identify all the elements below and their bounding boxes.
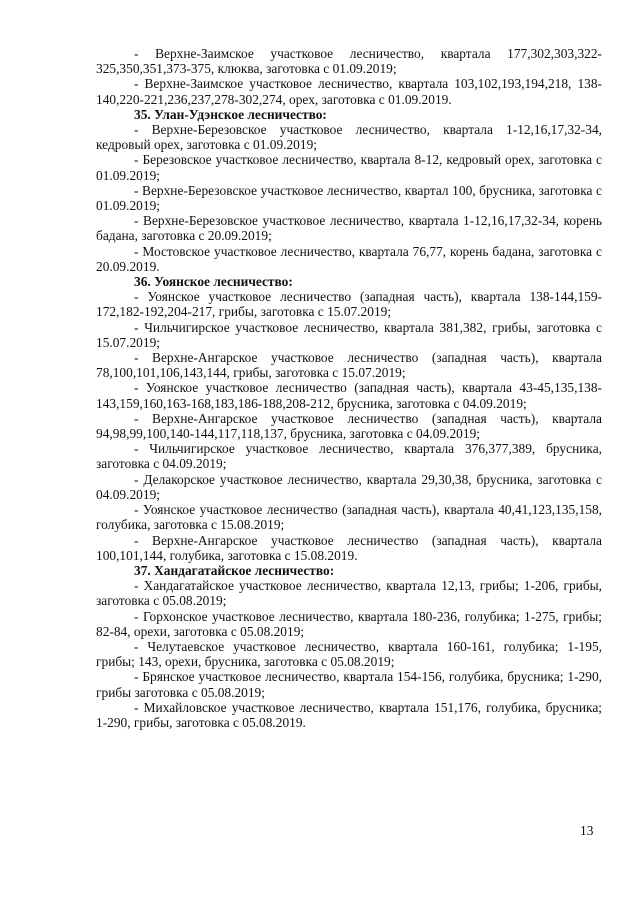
- paragraph: - Верхне-Ангарское участковое лесничество (западная часть), квартала 78,100,101,106,143,144, грибы, заготовка с 15.07.2019;: [96, 350, 602, 381]
- paragraph: - Верхне-Березовское участковое лесничество, квартал 100, брусника, заготовка с 01.09.2019;: [96, 182, 602, 214]
- paragraph: - Чильчигирское участковое лесничество, квартала 381,382, грибы, заготовка с 15.07.2019;: [96, 319, 602, 350]
- paragraph: - Уоянское участковое лесничество (западная часть), квартала 43-45,135,138-143,159,160,163-168,183,186-188,208-212, брусника, заготовка с 04.09.2019;: [96, 380, 602, 411]
- section-heading: 37. Хандагатайское лесничество:: [134, 562, 335, 578]
- paragraph: - Чильчигирское участковое лесничество, квартала 376,377,389, брусника, заготовка с 04.09.2019;: [96, 441, 602, 472]
- paragraph: - Михайловское участковое лесничество, квартала 151,176, голубика, брусника; 1-290, грибы, заготовка с 05.08.2019.: [96, 699, 602, 730]
- paragraph: - Березовское участковое лесничество, квартала 8-12, кедровый орех, заготовка с 01.09.2019;: [96, 152, 602, 183]
- section-heading: 35. Улан-Удэнское лесничество:: [134, 106, 327, 122]
- page-number: 13: [580, 823, 594, 838]
- paragraph: - Верхне-Ангарское участковое лесничество (западная часть), квартала 94,98,99,100,140-144,117,118,137, брусника, заготовка с 04.09.2019;: [96, 410, 602, 442]
- paragraph: - Верхне-Березовское участковое лесничество, квартала 1-12,16,17,32-34, кедровый орех, заготовка с 01.09.2019;: [96, 122, 602, 153]
- paragraph: - Верхне-Заимское участковое лесничество, квартала 177,302,303,322-325,350,351,373-375, клюква, заготовка с 01.09.2019;: [96, 46, 602, 77]
- document-body: [96, 46, 602, 730]
- paragraph: - Верхне-Березовское участковое лесничество, квартала 1-12,16,17,32-34, корень бадана, заготовка с 20.09.2019;: [96, 213, 602, 244]
- section-heading: 36. Уоянское лесничество:: [134, 274, 293, 290]
- paragraph: - Уоянское участковое лесничество (западная часть), квартала 40,41,123,135,158, голубика, заготовка с 15.08.2019;: [96, 502, 602, 533]
- paragraph: - Челутаевское участковое лесничество, квартала 160-161, голубика; 1-195, грибы; 143, орехи, брусника, заготовка с 05.08.2019;: [96, 638, 602, 670]
- paragraph: - Верхне-Заимское участковое лесничество, квартала 103,102,193,194,218, 138-140,220-221,236,237,278-302,274, орех, заготовка с 01.09.2019.: [96, 76, 602, 107]
- paragraph: - Верхне-Ангарское участковое лесничество (западная часть), квартала 100,101,144, голубика, заготовка с 15.08.2019.: [96, 532, 602, 563]
- paragraph: - Уоянское участковое лесничество (западная часть), квартала 138-144,159-172,182-192,204-217, грибы, заготовка с 15.07.2019;: [96, 289, 602, 320]
- paragraph: - Горхонское участковое лесничество, квартала 180-236, голубика; 1-275, грибы; 82-84, орехи, заготовка с 05.08.2019;: [96, 608, 602, 639]
- paragraph: - Хандагатайское участковое лесничество, квартала 12,13, грибы; 1-206, грибы, заготовка с 05.08.2019;: [96, 578, 602, 609]
- paragraph: - Брянское участковое лесничество, квартала 154-156, голубика, брусника; 1-290, грибы заготовка с 05.08.2019;: [96, 669, 602, 700]
- paragraph: - Мостовское участковое лесничество, квартала 76,77, корень бадана, заготовка с 20.09.2019.: [96, 243, 602, 274]
- paragraph: - Делакорское участковое лесничество, квартала 29,30,38, брусника, заготовка с 04.09.2019;: [96, 471, 602, 502]
